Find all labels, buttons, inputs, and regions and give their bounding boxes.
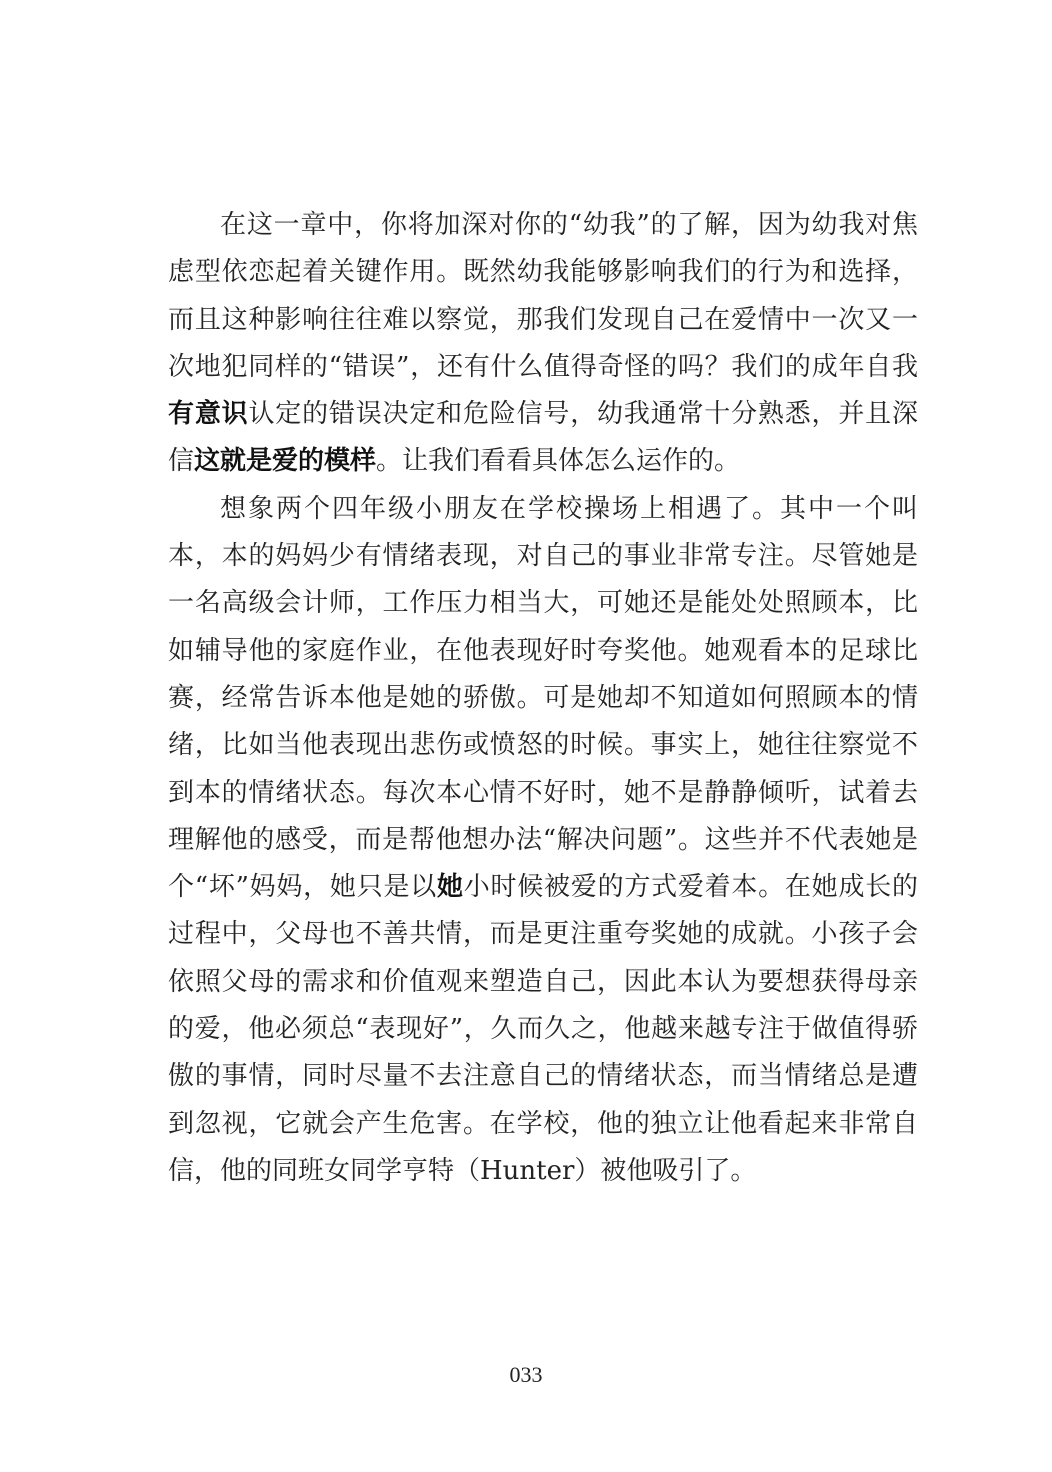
text-segment: 认定的错误决定和危险信号，幼我通常十分熟悉，并且深信 [168,399,918,477]
page-number: 033 [509,1362,543,1387]
bold-phrase: 她 [436,872,464,903]
text-segment: 想象两个四年级小朋友在学校操场上相遇了。其中一个叫本，本的妈妈少有情绪表现，对自己的事业非常专注。尽管她是一名高级会计师，工作压力相当大，可她还是能处处照顾本，比如辅导他的家庭作业，在他表现好时夸奖他。她观看本的足球比赛，经常告诉本他是她的骄傲。可是她却不知道如何照顾本的情绪，比如当他表现出悲伤或愤怒的时候。事实上，她往往察觉不到本的情绪状态。每次本心情不好时，她不是静静倾听，试着去理解他的感受，而是帮他想办法“解决问题”。这些并不代表她是个“坏”妈妈，她只是以 [168,493,918,903]
paragraph-1 [168,202,918,486]
bold-phrase: 这就是爱的模样 [194,446,377,477]
paragraph-2 [168,486,918,1195]
body-text [168,202,918,1195]
text-segment: 。让我们看看具体怎么运作的。 [376,446,741,477]
text-segment: 小时候被爱的方式爱着本。在她成长的过程中，父母也不善共情，而是更注重夸奖她的成就。小孩子会依照父母的需求和价值观来塑造自己，因此本认为要想获得母亲的爱，他必须总“表现好”，久而久之，他越来越专注于做值得骄傲的事情，同时尽量不去注意自己的情绪状态，而当情绪总是遭到忽视，它就会产生危害。在学校，他的独立让他看起来非常自信，他的同班女同学亨特（Hunter）被他吸引了。 [168,872,918,1186]
bold-phrase: 有意识 [168,399,249,430]
text-segment: 在这一章中，你将加深对你的“幼我”的了解，因为幼我对焦虑型依恋起着关键作用。既然幼我能够影响我们的行为和选择，而且这种影响往往难以察觉，那我们发现自己在爱情中一次又一次地犯同样的“错误”，还有什么值得奇怪的吗？我们的成年自我 [168,210,918,382]
